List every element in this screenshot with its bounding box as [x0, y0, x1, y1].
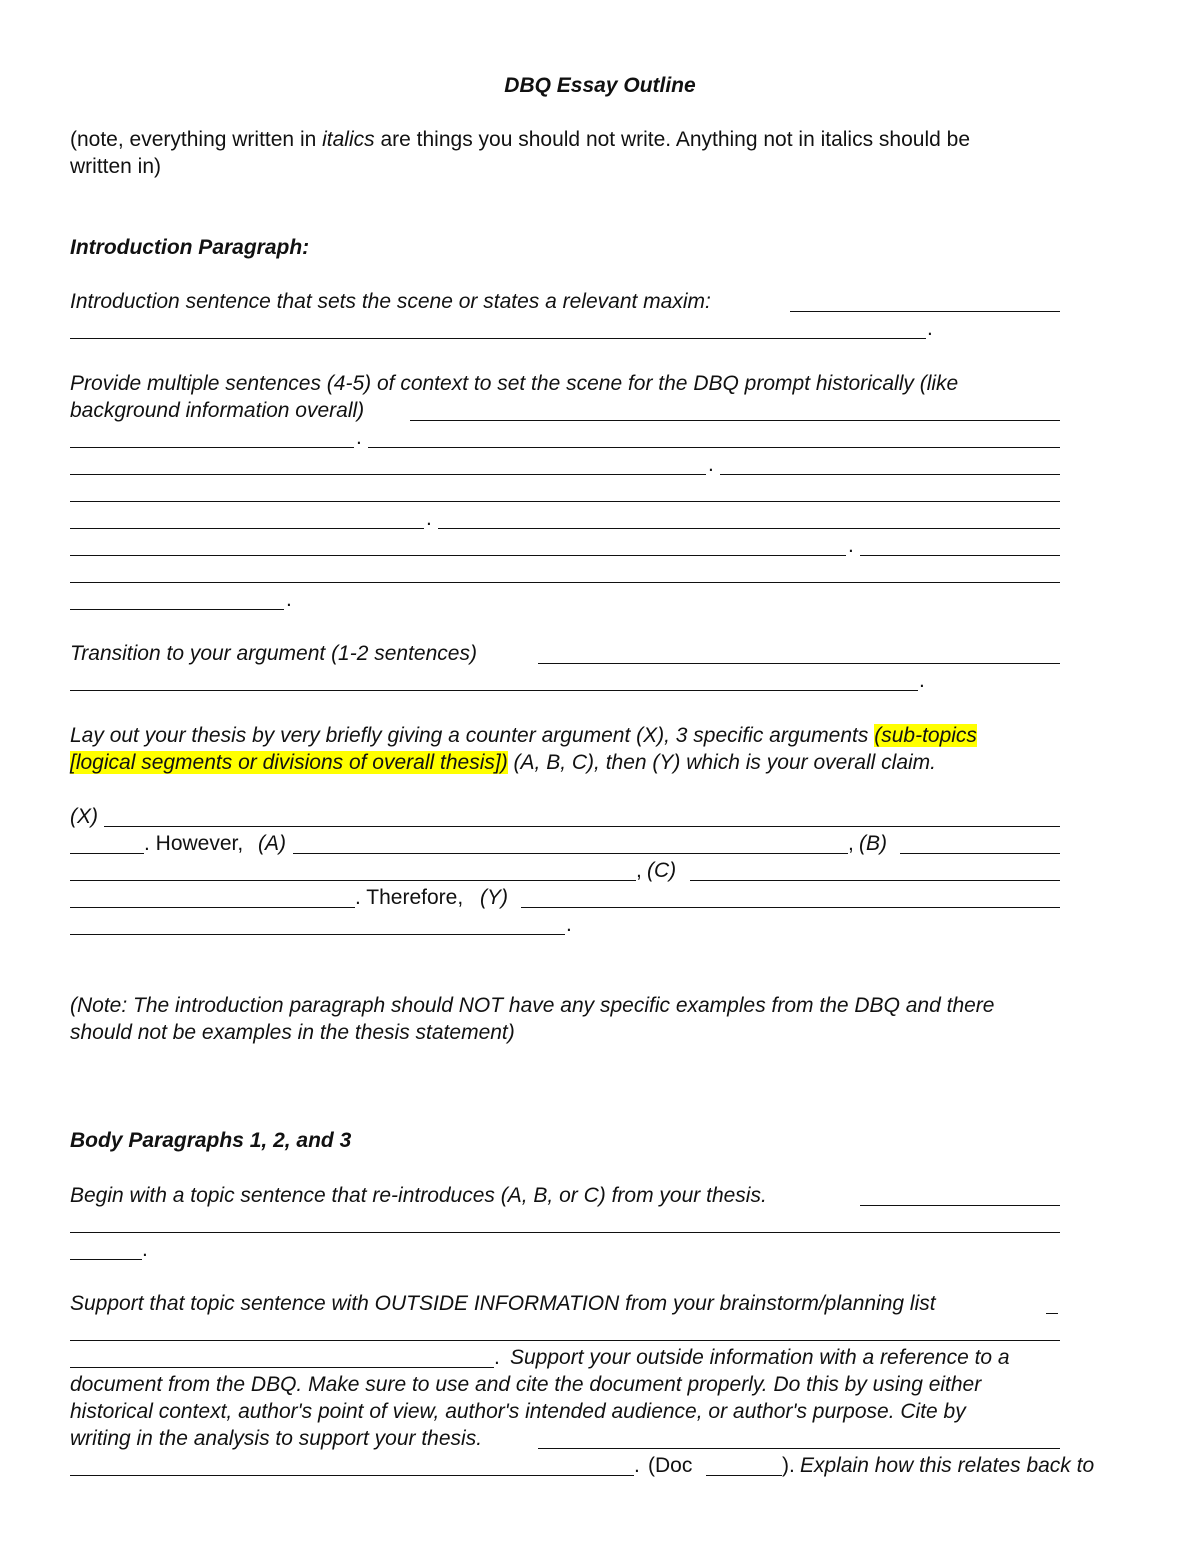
intro-note	[70, 126, 970, 153]
answer-blank[interactable]	[70, 1340, 1060, 1341]
support-prompt-line5: writing in the analysis to support your thesis.	[70, 1427, 483, 1450]
period: .	[919, 669, 925, 692]
page-title: DBQ Essay Outline	[504, 74, 696, 97]
answer-blank[interactable]	[70, 474, 706, 475]
answer-blank[interactable]	[70, 853, 144, 854]
intro-note-line2: written in)	[70, 155, 162, 178]
answer-blank[interactable]	[538, 1448, 1060, 1449]
body-heading: Body Paragraphs 1, 2, and 3	[70, 1129, 352, 1152]
period: .	[426, 507, 432, 530]
answer-blank[interactable]	[70, 528, 424, 529]
c-label: (C)	[647, 859, 677, 882]
answer-blank[interactable]	[70, 880, 636, 881]
thesis-prompt	[70, 722, 977, 749]
thesis-text: (A, B, C), then (Y) which is your overall claim.	[507, 751, 936, 774]
answer-blank[interactable]	[1046, 1313, 1058, 1314]
answer-blank[interactable]	[104, 826, 1060, 827]
topic-sentence-prompt: Begin with a topic sentence that re-introduces (A, B, or C) from your thesis.	[70, 1184, 767, 1207]
answer-blank[interactable]	[538, 663, 1060, 664]
support-prompt-line2: Support your outside information with a reference to a	[510, 1346, 1010, 1369]
answer-blank[interactable]	[368, 447, 1060, 448]
period: .	[494, 1346, 500, 1369]
comma: ,	[848, 832, 854, 855]
answer-blank[interactable]	[521, 907, 1060, 908]
transition-prompt: Transition to your argument (1-2 sentences)	[70, 642, 477, 665]
highlighted-text: (sub-topics	[874, 724, 977, 747]
y-label: (Y)	[480, 886, 508, 909]
support-prompt-line3: document from the DBQ. Make sure to use and cite the document properly. Do this by using either	[70, 1373, 982, 1396]
answer-blank[interactable]	[70, 934, 565, 935]
therefore-text: . Therefore,	[355, 886, 464, 909]
period: .	[566, 913, 572, 936]
period: .	[708, 453, 714, 476]
note-text: (note, everything written in	[70, 128, 323, 151]
answer-blank[interactable]	[438, 528, 1060, 529]
a-label: (A)	[258, 832, 286, 855]
however-text: . However,	[144, 832, 244, 855]
highlighted-text: [logical segments or divisions of overall thesis])	[70, 751, 508, 774]
answer-blank[interactable]	[790, 311, 1060, 312]
period: .	[356, 426, 362, 449]
answer-blank[interactable]	[70, 447, 354, 448]
explain-prompt: Explain how this relates back to	[800, 1454, 1095, 1477]
answer-blank[interactable]	[70, 1259, 142, 1260]
period: .	[927, 317, 933, 340]
answer-blank[interactable]	[70, 338, 926, 339]
answer-blank[interactable]	[860, 555, 1060, 556]
answer-blank[interactable]	[70, 907, 355, 908]
note-italics-word: italics	[322, 128, 375, 151]
answer-blank[interactable]	[900, 853, 1060, 854]
thesis-text: Lay out your thesis by very briefly giving a counter argument (X), 3 specific arguments	[70, 724, 875, 747]
b-label: (B)	[859, 832, 887, 855]
answer-blank[interactable]	[410, 420, 1060, 421]
answer-blank[interactable]	[70, 609, 284, 610]
period: .	[848, 534, 854, 557]
period: .	[286, 588, 292, 611]
context-prompt: Provide multiple sentences (4-5) of context to set the scene for the DBQ prompt historically (like	[70, 372, 959, 395]
support-prompt-line4: historical context, author's point of view, author's intended audience, or author's purpose. Cite by	[70, 1400, 966, 1423]
answer-blank[interactable]	[720, 474, 1060, 475]
answer-blank[interactable]	[70, 1367, 494, 1368]
answer-blank[interactable]	[70, 1232, 1060, 1233]
comma: ,	[636, 859, 642, 882]
thesis-prompt-line2	[70, 749, 936, 776]
intro-warning-note-line2: should not be examples in the thesis statement)	[70, 1021, 515, 1044]
answer-blank[interactable]	[690, 880, 1060, 881]
x-label: (X)	[70, 805, 98, 828]
support-prompt: Support that topic sentence with OUTSIDE INFORMATION from your brainstorm/planning list	[70, 1292, 936, 1315]
answer-blank[interactable]	[70, 555, 846, 556]
period: .	[142, 1238, 148, 1261]
context-prompt-line2: background information overall)	[70, 399, 365, 422]
answer-blank[interactable]	[70, 1475, 634, 1476]
intro-sentence-prompt: Introduction sentence that sets the scene or states a relevant maxim:	[70, 290, 711, 313]
doc-close: ).	[782, 1454, 795, 1477]
answer-blank[interactable]	[293, 853, 848, 854]
intro-warning-note: (Note: The introduction paragraph should NOT have any specific examples from the DBQ and there	[70, 994, 995, 1017]
doc-number-blank[interactable]	[706, 1475, 782, 1476]
note-text: are things you should not write. Anything not in italics should be	[374, 128, 971, 151]
doc-label: (Doc	[648, 1454, 693, 1477]
answer-blank[interactable]	[70, 690, 918, 691]
period: .	[634, 1454, 640, 1477]
introduction-heading: Introduction Paragraph:	[70, 236, 310, 259]
answer-blank[interactable]	[70, 582, 1060, 583]
answer-blank[interactable]	[70, 501, 1060, 502]
answer-blank[interactable]	[860, 1205, 1060, 1206]
